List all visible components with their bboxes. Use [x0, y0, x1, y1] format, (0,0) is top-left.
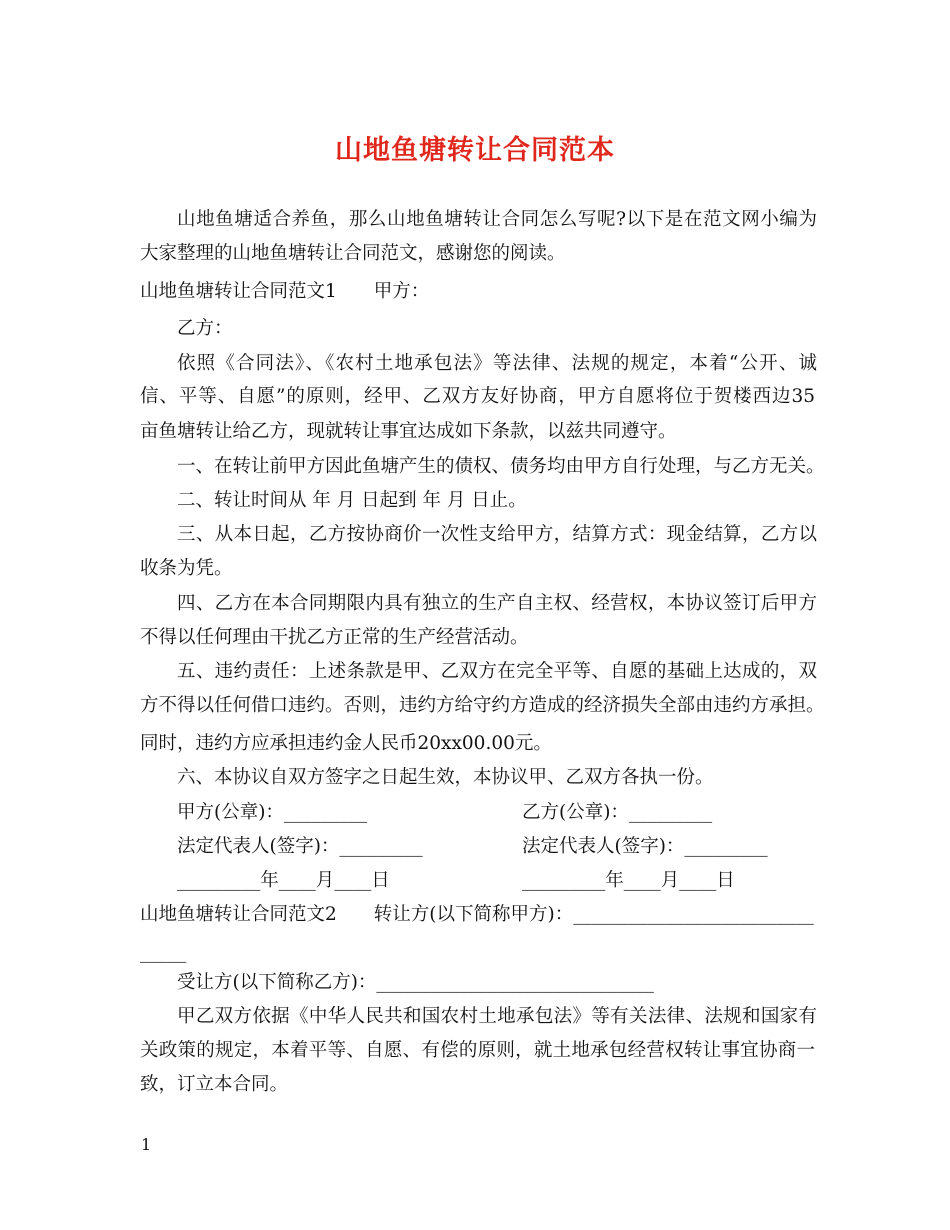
paragraph-line: 致，订立本合同。: [140, 1074, 289, 1095]
paragraph-line: 关政策的规定，本着平等、自愿、有偿的原则，就土地承包经营权转让事宜协商一: [140, 1040, 815, 1061]
party-a-date-field: _________年____月____日: [177, 870, 390, 891]
party-b-date-field: _________年____月____日: [522, 870, 735, 891]
underline-continuation: _____: [140, 942, 187, 963]
paragraph-line: 同时，违约方应承担违约金人民币20xx00.00元。: [140, 733, 552, 754]
paragraph-line: 乙方：: [177, 318, 233, 339]
paragraph-line: 甲乙双方依据《中华人民共和国农村土地承包法》等有关法律、法规和国家有: [177, 1006, 817, 1027]
paragraph-line: 二、转让时间从 年 月 日起到 年 月 日止。: [177, 490, 527, 511]
paragraph-line: 四、乙方在本合同期限内具有独立的生产自主权、经营权，本协议签订后甲方: [177, 593, 817, 614]
party-a-seal-field: 甲方(公章)：_________: [177, 802, 368, 823]
section-heading-line: 山地鱼塘转让合同范文2 转让方(以下简称甲方)：__________________________: [140, 904, 814, 925]
paragraph-line: 不得以任何理由干扰乙方正常的生产经营活动。: [140, 627, 529, 648]
paragraph-line: 三、从本日起，乙方按协商价一次性支给甲方，结算方式：现金结算，乙方以: [177, 524, 817, 545]
paragraph-line: 方不得以任何借口违约。否则，违约方给守约方造成的经济损失全部由违约方承担。: [140, 695, 825, 716]
paragraph-line: 六、本协议自双方签字之日起生效，本协议甲、乙双方各执一份。: [177, 767, 714, 788]
paragraph-line: 大家整理的山地鱼塘转让合同范文，感谢您的阅读。: [140, 243, 566, 264]
paragraph-line: 信、平等、自愿”的原则，经甲、乙双方友好协商，甲方自愿将位于贺楼西边35: [140, 386, 815, 407]
document-title: 山地鱼塘转让合同范本: [335, 135, 615, 166]
party-b-representative-field: 法定代表人(签字)：_________: [522, 836, 768, 857]
party-a-representative-field: 法定代表人(签字)：_________: [177, 836, 423, 857]
paragraph-line: 收条为凭。: [140, 558, 233, 579]
paragraph-line: 一、在转让前甲方因此鱼塘产生的债权、债务均由甲方自行处理，与乙方无关。: [177, 456, 825, 477]
page-number: 1: [141, 1135, 152, 1154]
paragraph-line: 山地鱼塘适合养鱼，那么山地鱼塘转让合同怎么写呢?以下是在范文网小编为: [177, 209, 817, 230]
paragraph-line: 五、违约责任：上述条款是甲、乙双方在完全平等、自愿的基础上达成的，双: [177, 661, 817, 682]
paragraph-line: 依照《合同法》、《农村土地承包法》等法律、法规的规定，本着“公开、诚: [177, 353, 817, 374]
section-heading-line: 山地鱼塘转让合同范文1 甲方：: [140, 281, 430, 302]
party-b-seal-field: 乙方(公章)：_________: [522, 802, 713, 823]
transferee-field: 受让方(以下简称乙方)：______________________________: [177, 972, 654, 993]
paragraph-line: 亩鱼塘转让给乙方，现就转让事宜达成如下条款，以兹共同遵守。: [140, 421, 677, 442]
